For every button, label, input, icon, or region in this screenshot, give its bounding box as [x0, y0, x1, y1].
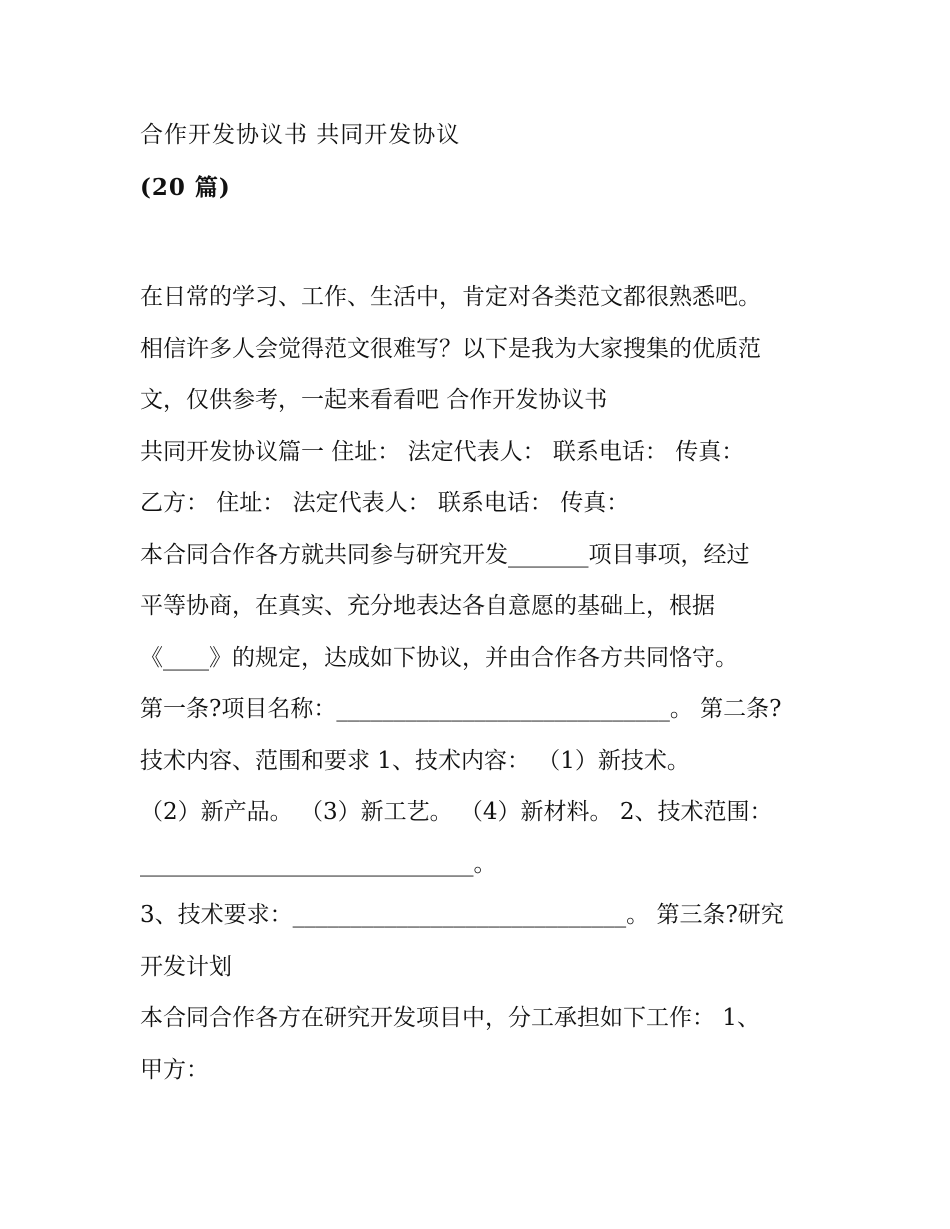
body-line: 本合同合作各方就共同参与研究开发_______项目事项，经过	[140, 541, 750, 568]
document-title	[140, 110, 840, 213]
body-line: 开发计划	[140, 953, 232, 980]
body-line: 本合同合作各方在研究开发项目中，分工承担如下工作： 1、	[140, 1005, 760, 1031]
body-line: 甲方：	[140, 1056, 209, 1083]
body-line: 3、技术要求：_____________________________。 第三条?研究	[140, 902, 784, 928]
body-line: （2）新产品。 （3）新工艺。 （4）新材料。 2、技术范围：	[140, 799, 773, 825]
body-line: 平等协商，在真实、充分地表达各自意愿的基础上，根据	[140, 593, 715, 619]
body-line: 技术内容、范围和要求 1、技术内容： （1）新技术。	[140, 747, 690, 774]
document-body	[140, 272, 830, 1096]
body-line: 第一条?项目名称：_____________________________。 第二条?	[140, 696, 782, 722]
body-line: 在日常的学习、工作、生活中，肯定对各类范文都很熟悉吧。	[140, 284, 761, 310]
body-line: 乙方： 住址： 法定代表人： 联系电话： 传真：	[140, 490, 630, 516]
title-line-2: (20 篇)	[140, 173, 231, 201]
body-line: _____________________________。	[140, 850, 497, 877]
body-line: 《____》的规定，达成如下协议，并由合作各方共同恪守。	[140, 644, 738, 671]
title-line-1: 合作开发协议书 共同开发协议	[140, 122, 461, 148]
body-line: 共同开发协议篇一 住址： 法定代表人： 联系电话： 传真：	[140, 438, 745, 465]
body-line: 文，仅供参考，一起来看看吧 合作开发协议书	[140, 387, 608, 413]
body-line: 相信许多人会觉得范文很难写？以下是我为大家搜集的优质范	[140, 335, 761, 362]
